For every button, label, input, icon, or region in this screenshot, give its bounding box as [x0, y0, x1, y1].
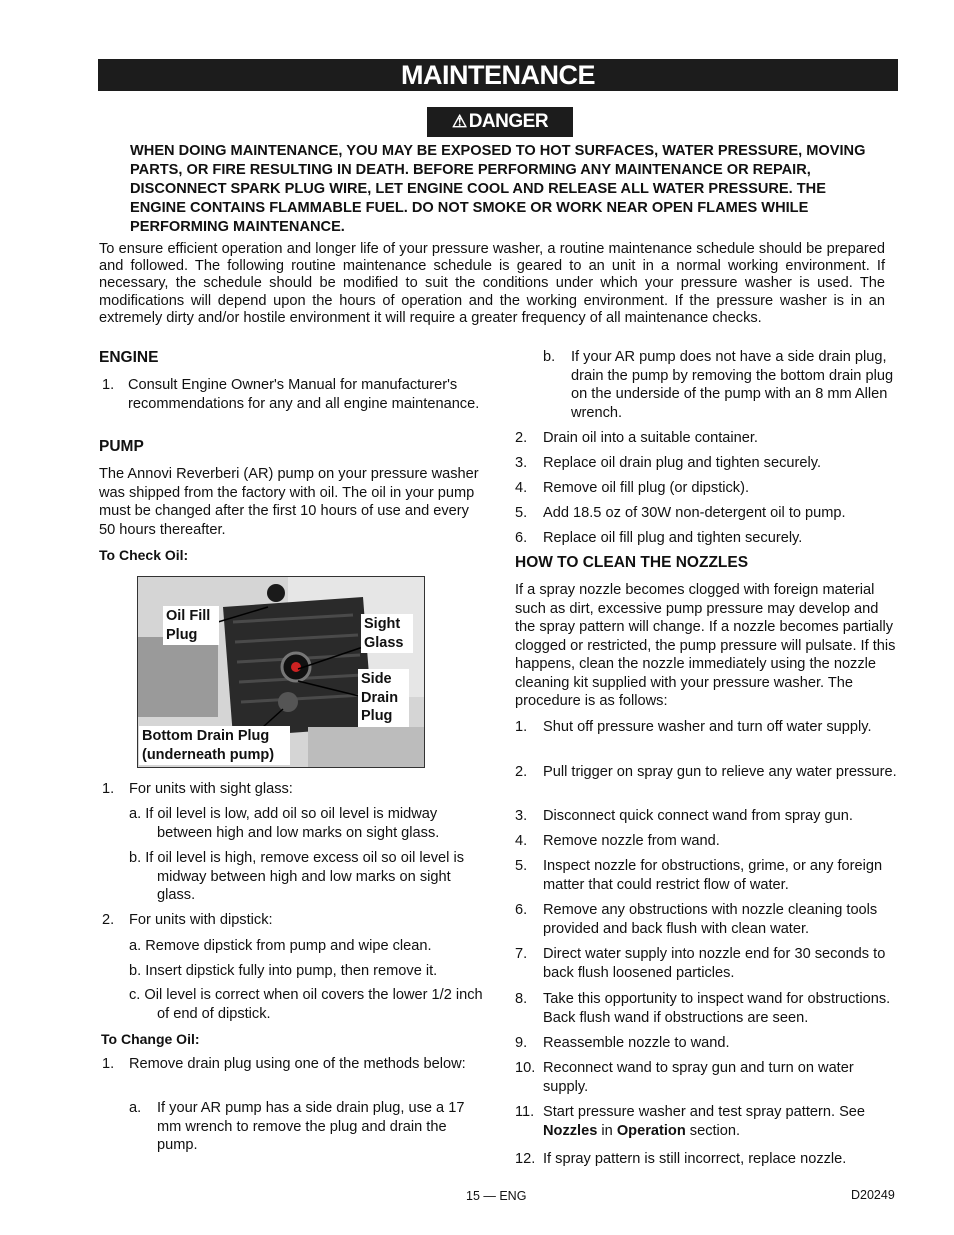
step-number: 6.: [515, 902, 528, 918]
change-oil-step: Replace oil fill plug and tighten securely.: [543, 530, 803, 546]
pump-paragraph: The Annovi Reverberi (AR) pump on your pressure washer was shipped from the factory with oil. The oil in your pump must be changed after the first 10 hours of use and every 50 hours thereafter.: [99, 466, 479, 538]
check-oil-item-1: For units with sight glass:: [129, 781, 293, 797]
check-oil-item-number: 2.: [102, 912, 115, 928]
step-number: 8.: [515, 991, 528, 1007]
change-oil-step: Add 18.5 oz of 30W non-detergent oil to pump.: [543, 505, 846, 521]
step-number: 7.: [515, 946, 528, 962]
step-number: 6.: [515, 530, 528, 546]
document-code: D20249: [851, 1188, 895, 1202]
nozzle-step: Reconnect wand to spray gun and turn on water supply.: [543, 1060, 854, 1095]
nozzle-step: Take this opportunity to inspect wand for obstructions. Back flush wand if obstructions are seen.: [543, 991, 891, 1026]
pump-heading: PUMP: [99, 438, 144, 455]
check-oil-item-2: For units with dipstick:: [129, 912, 273, 928]
step-number: 5.: [515, 505, 528, 521]
engine-item-1: Consult Engine Owner's Manual for manufacturer's recommendations for any and all engine maintenance.: [128, 377, 480, 412]
nozzle-step: Remove nozzle from wand.: [543, 833, 720, 849]
step-number: 2.: [515, 430, 528, 446]
step-number: 12.: [515, 1151, 536, 1167]
step-number: 4.: [515, 833, 528, 849]
nozzle-step: Reassemble nozzle to wand.: [543, 1035, 730, 1051]
step-number: 2.: [515, 764, 528, 780]
change-oil-item-letter: a.: [129, 1100, 142, 1116]
intro-paragraph: To ensure efficient operation and longer life of your pressure washer, a routine maintenance schedule should be prepared and followed. The following routine maintenance schedule is geared to an unit in a normal working environment. If necessary, the schedule should be modified to suit the conditions under which your pressure washer is used. The modifications will depend upon the hours of operation and the working environment. If the pressure washer is in an extremely dirty and/or hostile environment it will require a greater frequency of all maintenance checks.: [99, 241, 885, 326]
change-oil-item-number: 1.: [102, 1056, 115, 1072]
check-oil-item-2c: c. Oil level is correct when oil covers the lower 1/2 inch of end of dipstick.: [129, 987, 483, 1022]
step-text-part: in: [597, 1122, 617, 1139]
engine-item-number: 1.: [102, 377, 115, 393]
nozzle-step: If spray pattern is still incorrect, replace nozzle.: [543, 1151, 847, 1167]
step-number: 4.: [515, 480, 528, 496]
nozzle-step: Inspect nozzle for obstructions, grime, or any foreign matter that could restrict flow of water.: [543, 858, 883, 893]
nozzles-heading: HOW TO CLEAN THE NOZZLES: [515, 554, 749, 571]
change-oil-item-1a: If your AR pump has a side drain plug, use a 17 mm wrench to remove the plug and drain the pump.: [157, 1100, 465, 1153]
danger-label: DANGER: [468, 111, 549, 132]
nozzle-step: Pull trigger on spray gun to relieve any water pressure.: [543, 764, 897, 780]
step-number: 11.: [515, 1104, 535, 1120]
sight-glass-label: Sight Glass: [361, 614, 413, 653]
pump-photo: [137, 576, 425, 768]
change-oil-step: Replace oil drain plug and tighten securely.: [543, 455, 821, 471]
page-title: MAINTENANCE: [98, 59, 898, 91]
nozzle-step: Direct water supply into nozzle end for 30 seconds to back flush loosened particles.: [543, 946, 886, 981]
nozzles-paragraph: If a spray nozzle becomes clogged with foreign material such as dirt, excessive pump pressure may develop and the spray pattern will change. If a nozzle becomes partially clogged or restricted, the pump pressure will pulsate. If this happens, clean the nozzle immediately using the nozzle cleaning kit supplied with your pressure washer. The procedure is as follows:: [515, 582, 896, 709]
side-drain-plug-label: Side Drain Plug: [358, 669, 409, 727]
oil-fill-plug-label: Oil Fill Plug: [163, 606, 219, 645]
change-oil-step: Drain oil into a suitable container.: [543, 430, 758, 446]
step-text-part: section.: [685, 1122, 741, 1139]
change-oil-item-1: Remove drain plug using one of the methods below:: [129, 1056, 466, 1072]
bold-reference: Operation: [616, 1122, 686, 1139]
step-number: 10.: [515, 1060, 536, 1076]
check-oil-item-1b: b. If oil level is high, remove excess oil so oil level is midway between high and low marks on sight glass.: [129, 850, 464, 903]
change-oil-item-letter: b.: [543, 349, 556, 365]
check-oil-heading: To Check Oil:: [99, 547, 189, 563]
bottom-drain-plug-label: Bottom Drain Plug (underneath pump): [139, 726, 290, 765]
nozzle-step: Remove any obstructions with nozzle cleaning tools provided and back flush with clean water.: [543, 902, 878, 937]
engine-heading: ENGINE: [99, 349, 159, 366]
bold-reference: Nozzles: [543, 1122, 598, 1139]
step-number: 3.: [515, 808, 528, 824]
check-oil-item-1a: a. If oil level is low, add oil so oil level is midway between high and low marks on sight glass.: [129, 806, 440, 841]
step-number: 9.: [515, 1035, 528, 1051]
nozzle-step: [543, 1103, 901, 1140]
check-oil-item-number: 1.: [102, 781, 115, 797]
warning-triangle-icon: ⚠: [451, 112, 467, 131]
step-number: 3.: [515, 455, 528, 471]
check-oil-item-2a: a. Remove dipstick from pump and wipe clean.: [129, 938, 432, 954]
change-oil-heading: To Change Oil:: [101, 1031, 200, 1047]
nozzle-step: Disconnect quick connect wand from spray gun.: [543, 808, 853, 824]
danger-badge: [427, 107, 573, 137]
page-number: 15 — ENG: [466, 1189, 527, 1203]
change-oil-step: Remove oil fill plug (or dipstick).: [543, 480, 750, 496]
danger-warning-text: WHEN DOING MAINTENANCE, YOU MAY BE EXPOSED TO HOT SURFACES, WATER PRESSURE, MOVING PARTS, OR FIRE RESULTING IN DEATH. BEFORE PERFORMING ANY MAINTENANCE OR REPAIR, DISCONNECT SPARK PLUG WIRE, LET ENGINE COOL AND RELEASE ALL WATER PRESSURE. THE ENGINE CONTAINS FLAMMABLE FUEL. DO NOT SMOKE OR WORK NEAR OPEN FLAMES WHILE PERFORMING MAINTENANCE.: [130, 143, 866, 235]
check-oil-item-2b: b. Insert dipstick fully into pump, then remove it.: [129, 963, 438, 979]
step-number: 1.: [515, 719, 528, 735]
step-number: 5.: [515, 858, 528, 874]
nozzle-step: Shut off pressure washer and turn off water supply.: [543, 719, 872, 735]
step-text-part: Start pressure washer and test spray pattern. See: [543, 1104, 866, 1120]
change-oil-item-1b: If your AR pump does not have a side drain plug, drain the pump by removing the bottom drain plug on the underside of the pump with an 8 mm Allen wrench.: [571, 349, 894, 421]
